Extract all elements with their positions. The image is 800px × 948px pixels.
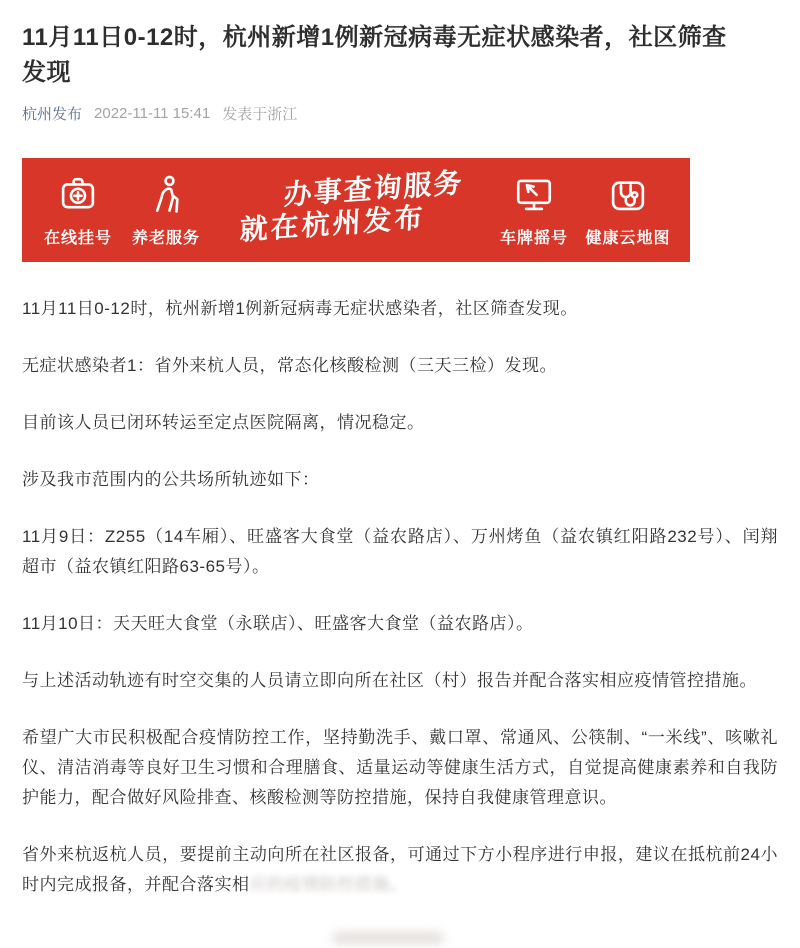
last-paragraph-visible-text: 省外来杭返杭人员，要提前主动向所在社区报备，可通过下方小程序进行申报，建议在抵杭前24小时内完成报备，并配合落实相	[22, 845, 778, 894]
article-title: 11月11日0-12时，杭州新增1例新冠病毒无症状感染者，社区筛查发现	[22, 24, 727, 86]
article-paragraph: 与上述活动轨迹有时空交集的人员请立即向所在社区（村）报告并配合落实相应疫情管控措施。	[22, 671, 757, 690]
article-paragraph: 11月10日：天天旺大食堂（永联店）、旺盛客大食堂（益农路店）。	[22, 614, 534, 633]
article-paragraph: 目前该人员已闭环转运至定点医院隔离，情况稳定。	[22, 413, 425, 432]
banner-headline-line2: 就在杭州发布	[239, 201, 426, 246]
account-name-link[interactable]: 杭州发布	[22, 106, 83, 123]
blurred-watermark-smudge	[332, 932, 444, 944]
last-paragraph-blurred-text: 应的疫情防控措施。	[249, 875, 407, 894]
article-paragraph: 11月9日：Z255（14车厢）、旺盛客大食堂（益农路店）、万州烤鱼（益农镇红阳路232号）、闰翔超市（益农镇红阳路63-65号）。	[22, 527, 778, 576]
banner-item-label: 养老服务	[131, 229, 200, 247]
banner-item-license-plate-lottery[interactable]	[490, 173, 578, 248]
article-paragraph: 11月11日0-12时，杭州新增1例新冠病毒无症状感染者，社区筛查发现。	[22, 299, 578, 318]
banner-item-online-registration[interactable]	[34, 173, 122, 248]
article-body	[22, 294, 778, 900]
banner-item-health-cloud-map[interactable]	[578, 173, 678, 248]
promo-banner[interactable]	[22, 158, 690, 262]
article-paragraph: 希望广大市民积极配合疫情防控工作，坚持勤洗手、戴口罩、常通风、公筷制、“一米线”、咳嗽礼仪、清洁消毒等良好卫生习惯和合理膳食、适量运动等健康生活方式，自觉提高健康素养和自我防护能力，配合做好风险排查、核酸检测等防控措施，保持自我健康管理意识。	[22, 728, 778, 807]
banner-item-label: 健康云地图	[585, 229, 671, 247]
first-aid-kit-icon	[57, 173, 99, 225]
banner-item-label: 车牌摇号	[499, 229, 568, 247]
banner-item-elderly-services[interactable]	[122, 173, 210, 248]
publish-location: 发表于浙江	[222, 106, 298, 123]
banner-item-label: 在线挂号	[43, 229, 112, 247]
byline	[22, 103, 778, 124]
health-map-icon	[607, 173, 649, 225]
publish-datetime: 2022-11-11 15:41	[94, 105, 211, 122]
paragraph-list	[22, 294, 778, 813]
banner-headline-line1: 办事查询服务	[283, 166, 464, 211]
article-paragraph: 无症状感染者1：省外来杭人员，常态化核酸检测（三天三检）发现。	[22, 356, 557, 375]
banner-headline	[209, 165, 491, 255]
monitor-cursor-icon	[513, 173, 555, 225]
article-paragraph: 涉及我市范围内的公共场所轨迹如下：	[22, 470, 320, 489]
article-paragraph-last	[22, 840, 778, 900]
elderly-care-icon	[145, 173, 187, 225]
